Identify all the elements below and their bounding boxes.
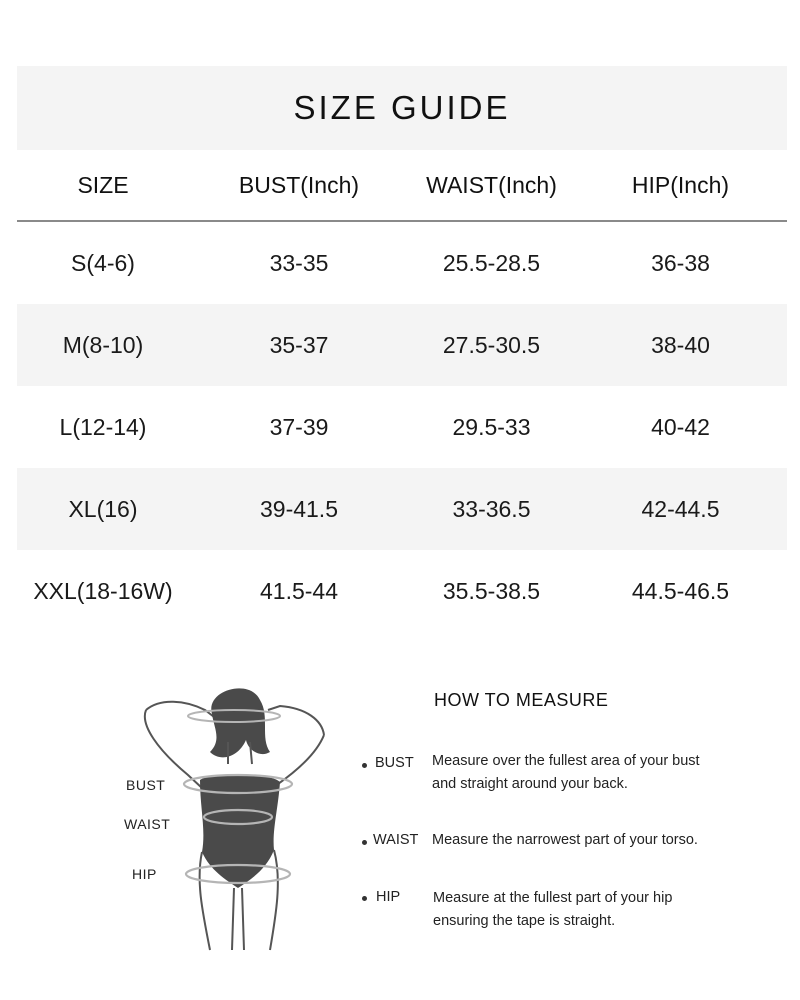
table-row: [17, 468, 787, 550]
cell-hip: 42-44.5: [641, 495, 720, 522]
table-row: [17, 386, 787, 468]
header-hip: HIP(Inch): [631, 171, 730, 198]
bullet-icon: [362, 896, 367, 901]
bullet-icon: [362, 840, 367, 845]
cell-waist: 35.5-38.5: [442, 577, 541, 604]
header-size: SIZE: [77, 171, 129, 198]
cell-waist: 27.5-30.5: [442, 331, 541, 358]
measure-desc-line2: and straight around your back.: [432, 776, 628, 792]
cell-size: M(8-10): [62, 331, 144, 358]
figure-label-waist: WAIST: [124, 816, 171, 832]
figure-label-hip: HIP: [132, 866, 157, 882]
cell-hip: 36-38: [651, 249, 710, 276]
measure-name: HIP: [376, 889, 401, 905]
how-to-measure-title: HOW TO MEASURE: [434, 690, 609, 710]
cell-size: L(12-14): [59, 413, 147, 440]
measure-desc-line1: Measure the narrowest part of your torso.: [432, 832, 698, 848]
cell-bust: 39-41.5: [259, 495, 338, 522]
cell-hip: 44.5-46.5: [631, 577, 730, 604]
cell-waist: 29.5-33: [452, 413, 531, 440]
cell-waist: 33-36.5: [452, 495, 531, 522]
cell-hip: 40-42: [651, 413, 710, 440]
figure-label-bust: BUST: [126, 777, 166, 793]
title-band: [17, 66, 787, 150]
measure-desc-line2: ensuring the tape is straight.: [433, 913, 616, 929]
measure-desc-line1: Measure at the fullest part of your hip: [433, 890, 673, 906]
table-row: [17, 304, 787, 386]
cell-size: XL(16): [68, 495, 138, 522]
bullet-icon: [362, 763, 367, 768]
cell-bust: 41.5-44: [259, 577, 338, 604]
cell-bust: 33-35: [269, 249, 329, 276]
header-waist: WAIST(Inch): [426, 171, 557, 198]
measure-name: WAIST: [373, 832, 419, 848]
cell-waist: 25.5-28.5: [442, 249, 541, 276]
cell-hip: 38-40: [651, 331, 710, 358]
cell-size: S(4-6): [71, 249, 135, 276]
table-row: [17, 550, 787, 632]
table-row: [17, 222, 787, 304]
cell-bust: 37-39: [269, 413, 329, 440]
size-table: [17, 150, 787, 632]
page-title: SIZE GUIDE: [293, 89, 511, 126]
body-measurement-illustration: [110, 680, 350, 955]
cell-size: XXL(18-16W): [33, 577, 173, 604]
cell-bust: 35-37: [269, 331, 329, 358]
header-bust: BUST(Inch): [238, 171, 360, 198]
measure-name: BUST: [375, 755, 414, 771]
table-header: [17, 150, 787, 222]
measure-desc-line1: Measure over the fullest area of your bust: [432, 753, 700, 769]
